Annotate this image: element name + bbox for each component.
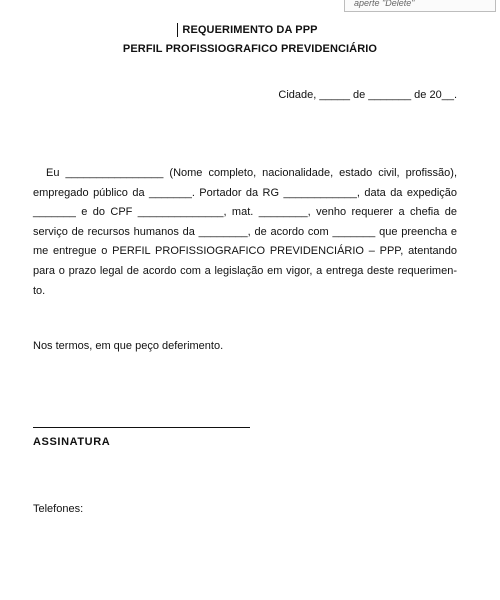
document-title: REQUERIMENTO DA PPP	[182, 24, 318, 36]
document-subtitle: PERFIL PROFISSIOGRAFICO PREVIDENCIÁRIO	[122, 43, 378, 55]
request-body-paragraph	[33, 164, 457, 301]
signature-line	[33, 427, 250, 428]
request-body-text: Eu ________________ (Nome completo, nacionalidade, estado civil, profissão), empregado público da _______. Portador da RG ____________, data da expedição _______ e do CPF ______________, mat. ________, venho requerer a chefia de serviço de recursos humanos da ________, de acordo com _______ que preencha e me entregue o PERFIL PROFISSIOGRAFICO PREVIDENCIÁRIO – PPP, atentando para o prazo legal de acordo com a legislação em vigor, a entrega deste requerimen-to.	[33, 167, 457, 297]
closing-sentence: Nos termos, em que peço deferimento.	[33, 340, 224, 352]
city-date-line: Cidade, _____ de _______ de 20__.	[278, 89, 457, 101]
signature-label: ASSINATURA	[33, 436, 111, 448]
phones-label: Telefones:	[33, 503, 84, 515]
comment-tooltip: aperte "Delete"	[344, 0, 496, 12]
